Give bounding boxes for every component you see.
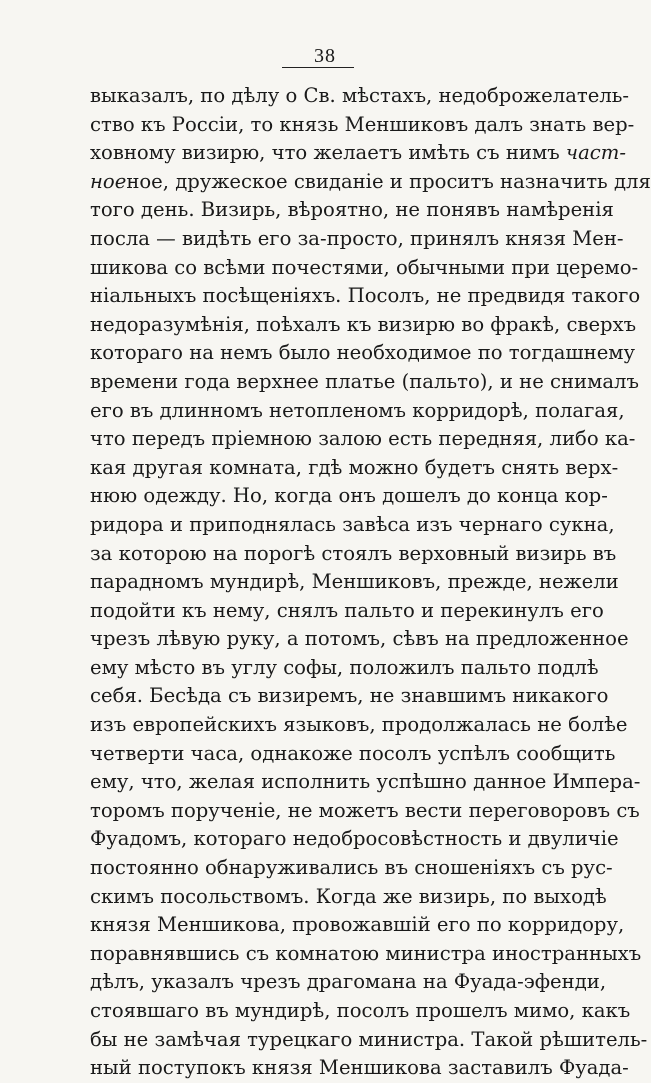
italic-word: част- [565, 141, 626, 165]
text-line: котораго на немъ было необходимое по тогдашнему [90, 341, 636, 365]
text-line: ему, что, желая исполнить успѣшно данное Импера- [90, 770, 641, 794]
text-line: выказалъ, по дѣлу о Св. мѣстахъ, недоброжелатель- [90, 84, 630, 107]
text-line: ный поступокъ князя Меншикова заставилъ Фуада- [90, 1056, 629, 1080]
text-line: подойти къ нему, снялъ пальто и перекинулъ его [90, 598, 604, 622]
page-number-rule [282, 67, 354, 68]
text-line: посла — видѣть его за-просто, принялъ князя Мен- [90, 226, 624, 250]
text-line: скимъ посольствомъ. Когда же визирь, по выходѣ [90, 884, 607, 908]
text-line [90, 168, 651, 197]
text-line: времени года верхнее платье (пальто), и не снималъ [90, 369, 639, 393]
text-line: ридора и приподнялась завѣса изъ чернаго сукна, [90, 512, 615, 536]
text-line: чрезъ лѣвую руку, а потомъ, сѣвъ на предложенное [90, 627, 629, 651]
text-line: ему мѣсто въ углу софы, положилъ пальто подлѣ [90, 655, 599, 679]
text-line: князя Меншикова, провожавшій его по корридору, [90, 913, 625, 937]
text-line: ніальныхъ посѣщеніяхъ. Посолъ, не предвидя такого [90, 284, 641, 308]
text-line: парадномъ мундирѣ, Меншиковъ, прежде, нежели [90, 570, 619, 594]
text-line: Фуадомъ, котораго недобросовѣстность и двуличіе [90, 827, 619, 851]
text-line: поравнявшись съ комнатою министра иностранныхъ [90, 941, 642, 965]
text-line: торомъ порученіе, не можетъ вести переговоровъ съ [90, 798, 640, 822]
text-line: за которою на порогѣ стоялъ верховный визирь въ [90, 541, 617, 565]
text-line: его въ длинномъ нетопленомъ корридорѣ, полагая, [90, 398, 625, 422]
page-number: 38 [314, 45, 336, 67]
text-line: шикова со всѣми почестями, обычными при церемо- [90, 255, 639, 279]
text-line: стоявшаго въ мундирѣ, посолъ прошелъ мимо, какъ [90, 999, 631, 1022]
text-line: четверти часа, однакоже посолъ успѣлъ сообщить [90, 741, 616, 765]
body-text [90, 82, 651, 1083]
text-line: что передъ пріемною залою есть передняя, либо ка- [90, 427, 636, 451]
text-line: нюю одежду. Но, когда онъ дошелъ до конца кор- [90, 484, 608, 508]
text-line: того день. Визирь, вѣроятно, не понявъ намѣренія [90, 198, 614, 222]
text-line: бы не замѣчая турецкаго министра. Такой рѣшитель- [90, 1027, 648, 1051]
text-line: постоянно обнаруживались въ сношеніяхъ съ рус- [90, 856, 613, 880]
text-line: кая другая комната, гдѣ можно будетъ снять верх- [90, 455, 619, 479]
text-line-part: ное, дружеское свиданіе и проситъ назначить для [126, 169, 651, 193]
italic-word: ное [90, 169, 127, 193]
text-line [90, 139, 626, 168]
text-line: себя. Бесѣда съ визиремъ, не знавшимъ никакого [90, 684, 609, 708]
text-line: ство къ Россіи, то князь Меншиковъ далъ знать вер- [90, 112, 635, 136]
text-line-part: ховному визирю, что желаетъ имѣть съ нимъ [90, 141, 560, 165]
text-line: изъ европейскихъ языковъ, продолжалась не болѣе [90, 713, 628, 737]
text-line: недоразумѣнія, поѣхалъ къ визирю во фракѣ, сверхъ [90, 312, 637, 336]
text-line: дѣлъ, указалъ чрезъ драгомана на Фуада-эфенди, [90, 970, 607, 994]
